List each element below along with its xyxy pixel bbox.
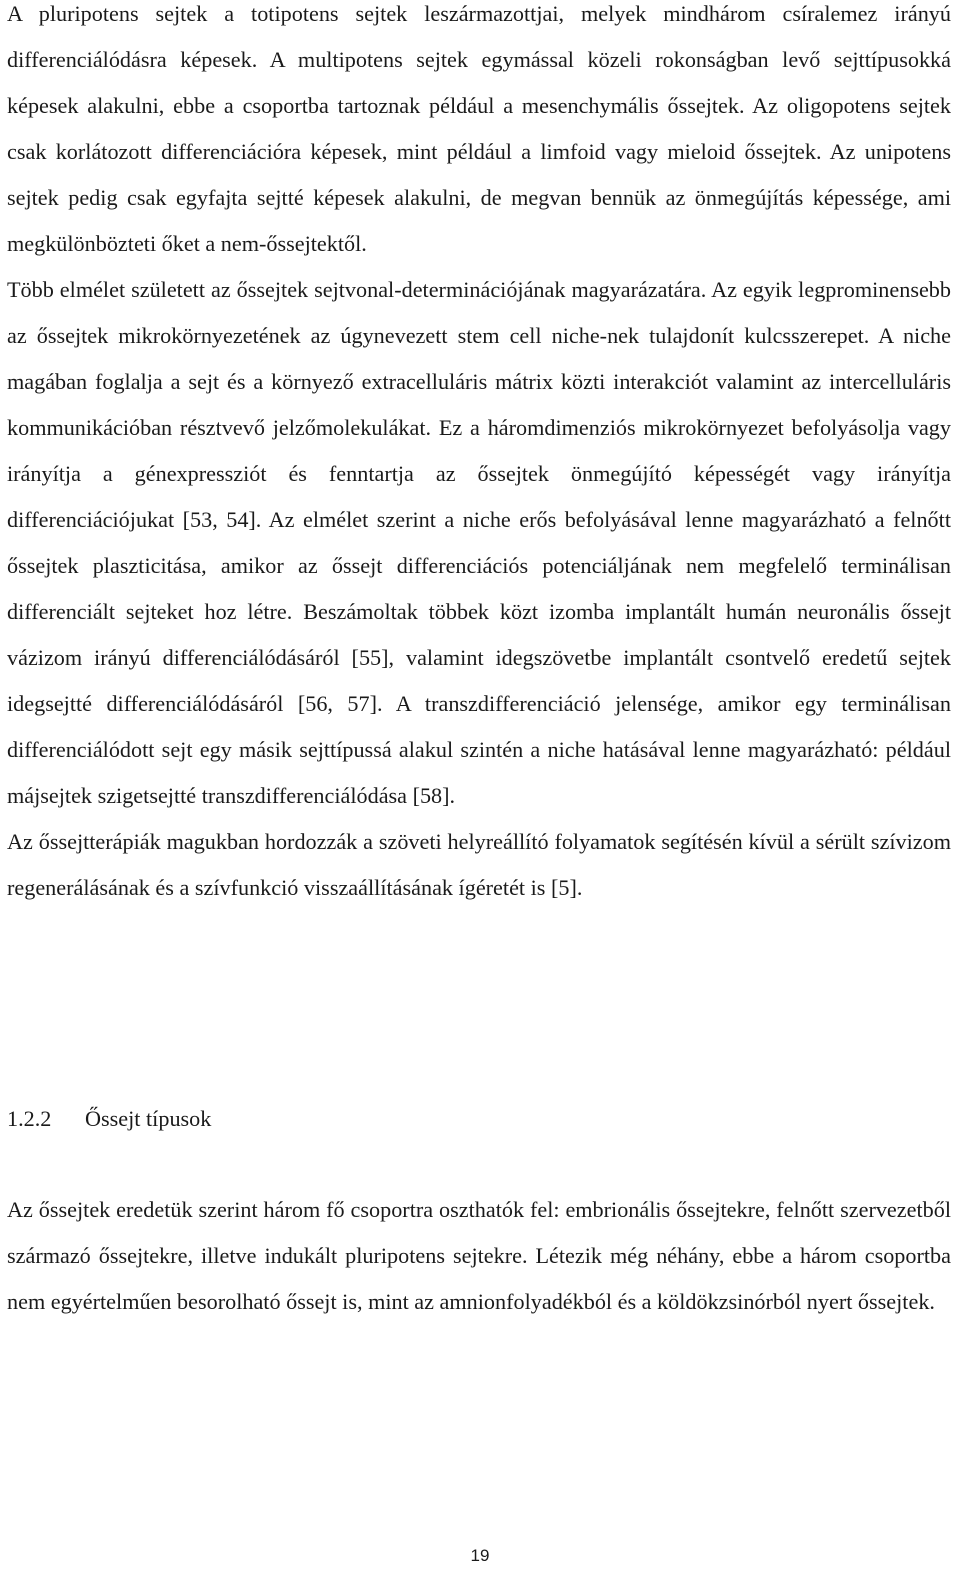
body-text-bottom	[7, 1187, 951, 1325]
paragraph-stem-cell-potency: A pluripotens sejtek a totipotens sejtek leszármazottjai, melyek mindhárom csíralemez irányú differenciálódásra képesek. A multipotens sejtek egymással közeli rokonságban levő sejttípusokká képesek alakulni, ebbe a csoportba tartoznak például a mesenchymális őssejtek. Az oligopotens sejtek csak korlátozott differenciációra képesek, mint például a limfoid vagy mieloid őssejtek. Az unipotens sejtek pedig csak egyfajta sejtté képesek alakulni, de megvan bennük az önmegújítás képessége, ami megkülönbözteti őket a nem-őssejtektől.	[7, 1, 951, 256]
section-title: Őssejt típusok	[85, 1106, 212, 1131]
paragraph-stem-cell-therapy: Az őssejtterápiák magukban hordozzák a szöveti helyreállító folyamatok segítésén kívül a sérült szívizom regenerálásának és a szívfunkció visszaállításának ígéretét is [5].	[7, 829, 951, 900]
body-text-top	[7, 0, 951, 911]
section-heading	[7, 1096, 211, 1142]
page-number: 19	[470, 1546, 490, 1565]
paragraph-stem-cell-types: Az őssejtek eredetük szerint három fő csoportra oszthatók fel: embrionális őssejtekre, felnőtt szervezetből származó őssejtekre, illetve indukált pluripotens sejtekre. Létezik még néhány, ebbe a három csoportba nem egyértelműen besorolható őssejt is, mint az amnionfolyadékból és a köldökzsinórból nyert őssejtek.	[7, 1197, 951, 1314]
section-number: 1.2.2	[7, 1106, 52, 1131]
paragraph-niche-theory: Több elmélet született az őssejtek sejtvonal-determinációjának magyarázatára. Az egyik legprominensebb az őssejtek mikrokörnyezetének az úgynevezett stem cell niche-nek tulajdonít kulcsszerepet. A niche magában foglalja a sejt és a környező extracelluláris mátrix közti interakciót valamint az intercelluláris kommunikációban résztvevő jelzőmolekulákat. Ez a háromdimenziós mikrokörnyezet befolyásolja vagy irányítja a génexpressziót és fenntartja az őssejtek önmegújító képességét vagy irányítja differenciációjukat [53, 54]. Az elmélet szerint a niche erős befolyásával lenne magyarázható a felnőtt őssejtek plaszticitása, amikor az őssejt differenciációs potenciáljának nem megfelelő terminálisan differenciált sejteket hoz létre. Beszámoltak többek közt izomba implantált humán neuronális őssejt vázizom irányú differenciálódásáról [55], valamint idegszövetbe implantált csontvelő eredetű sejtek idegsejtté differenciálódásáról [56, 57]. A transzdifferenciáció jelensége, amikor egy terminálisan differenciálódott sejt egy másik sejttípussá alakul szintén a niche hatásával lenne magyarázható: például májsejtek szigetsejtté transzdifferenciálódása [58].	[7, 277, 951, 808]
